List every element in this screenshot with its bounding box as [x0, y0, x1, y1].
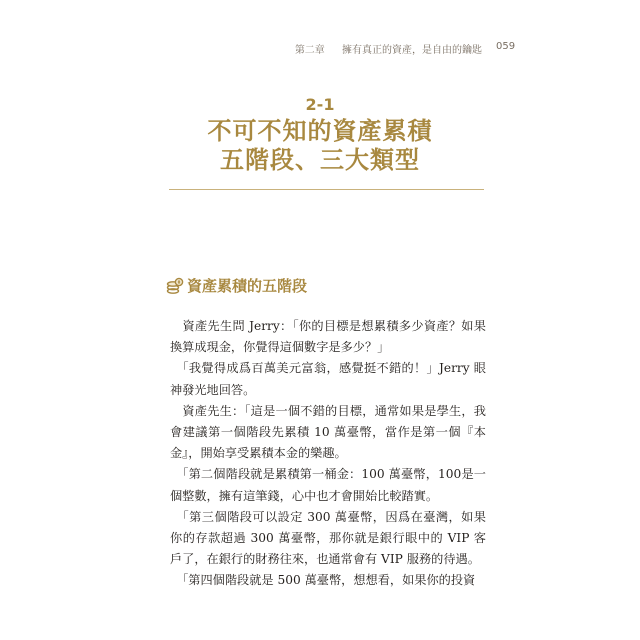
paragraph-3: 資產先生：「這是一個不錯的目標，通常如果是學生，我會建議第一個階段先累積 10 萬臺幣，當作是第一個『本金』，開始享受累積本金的樂趣。: [170, 403, 486, 461]
coin-stack-icon: [166, 277, 184, 295]
paragraph-5: 「第三個階段可以設定 300 萬臺幣，因爲在臺灣，如果你的存款超過 300 萬臺幣，那你就是銀行眼中的 VIP 客戶了，在銀行的財務往來，也通常會有 VIP 服務的待遇。: [170, 509, 486, 567]
paragraph-2: 「我覺得成爲百萬美元富翁，感覺挺不錯的！」Jerry 眼神發光地回答。: [170, 361, 486, 397]
paragraph-6: 「第四個階段就是 500 萬臺幣，想想看，如果你的投資: [170, 573, 476, 588]
title-line-1: 不可不知的資產累積: [207, 117, 433, 145]
paragraph-1: 資產先生問 Jerry：「你的目標是想累積多少資產？如果換算成現金，你覺得這個數字是多少？」: [170, 319, 486, 355]
chapter-label: 第二章: [294, 45, 325, 56]
body-text: [170, 316, 486, 592]
title-line-2: 五階段、三大類型: [220, 146, 420, 174]
page-title: [0, 117, 640, 175]
page-number: 059: [496, 41, 516, 52]
title-divider: [169, 189, 484, 190]
subheading: [166, 275, 307, 296]
section-number: 2-1: [305, 95, 335, 114]
subheading-text: 資產累積的五階段: [187, 277, 308, 295]
running-header: [294, 41, 516, 56]
chapter-title: 擁有真正的資產，是自由的鑰匙: [342, 45, 482, 56]
paragraph-4: 「第二個階段就是累積第一桶金：100 萬臺幣，100是一個整數，擁有這筆錢，心中也才會開始比較踏實。: [170, 467, 486, 503]
